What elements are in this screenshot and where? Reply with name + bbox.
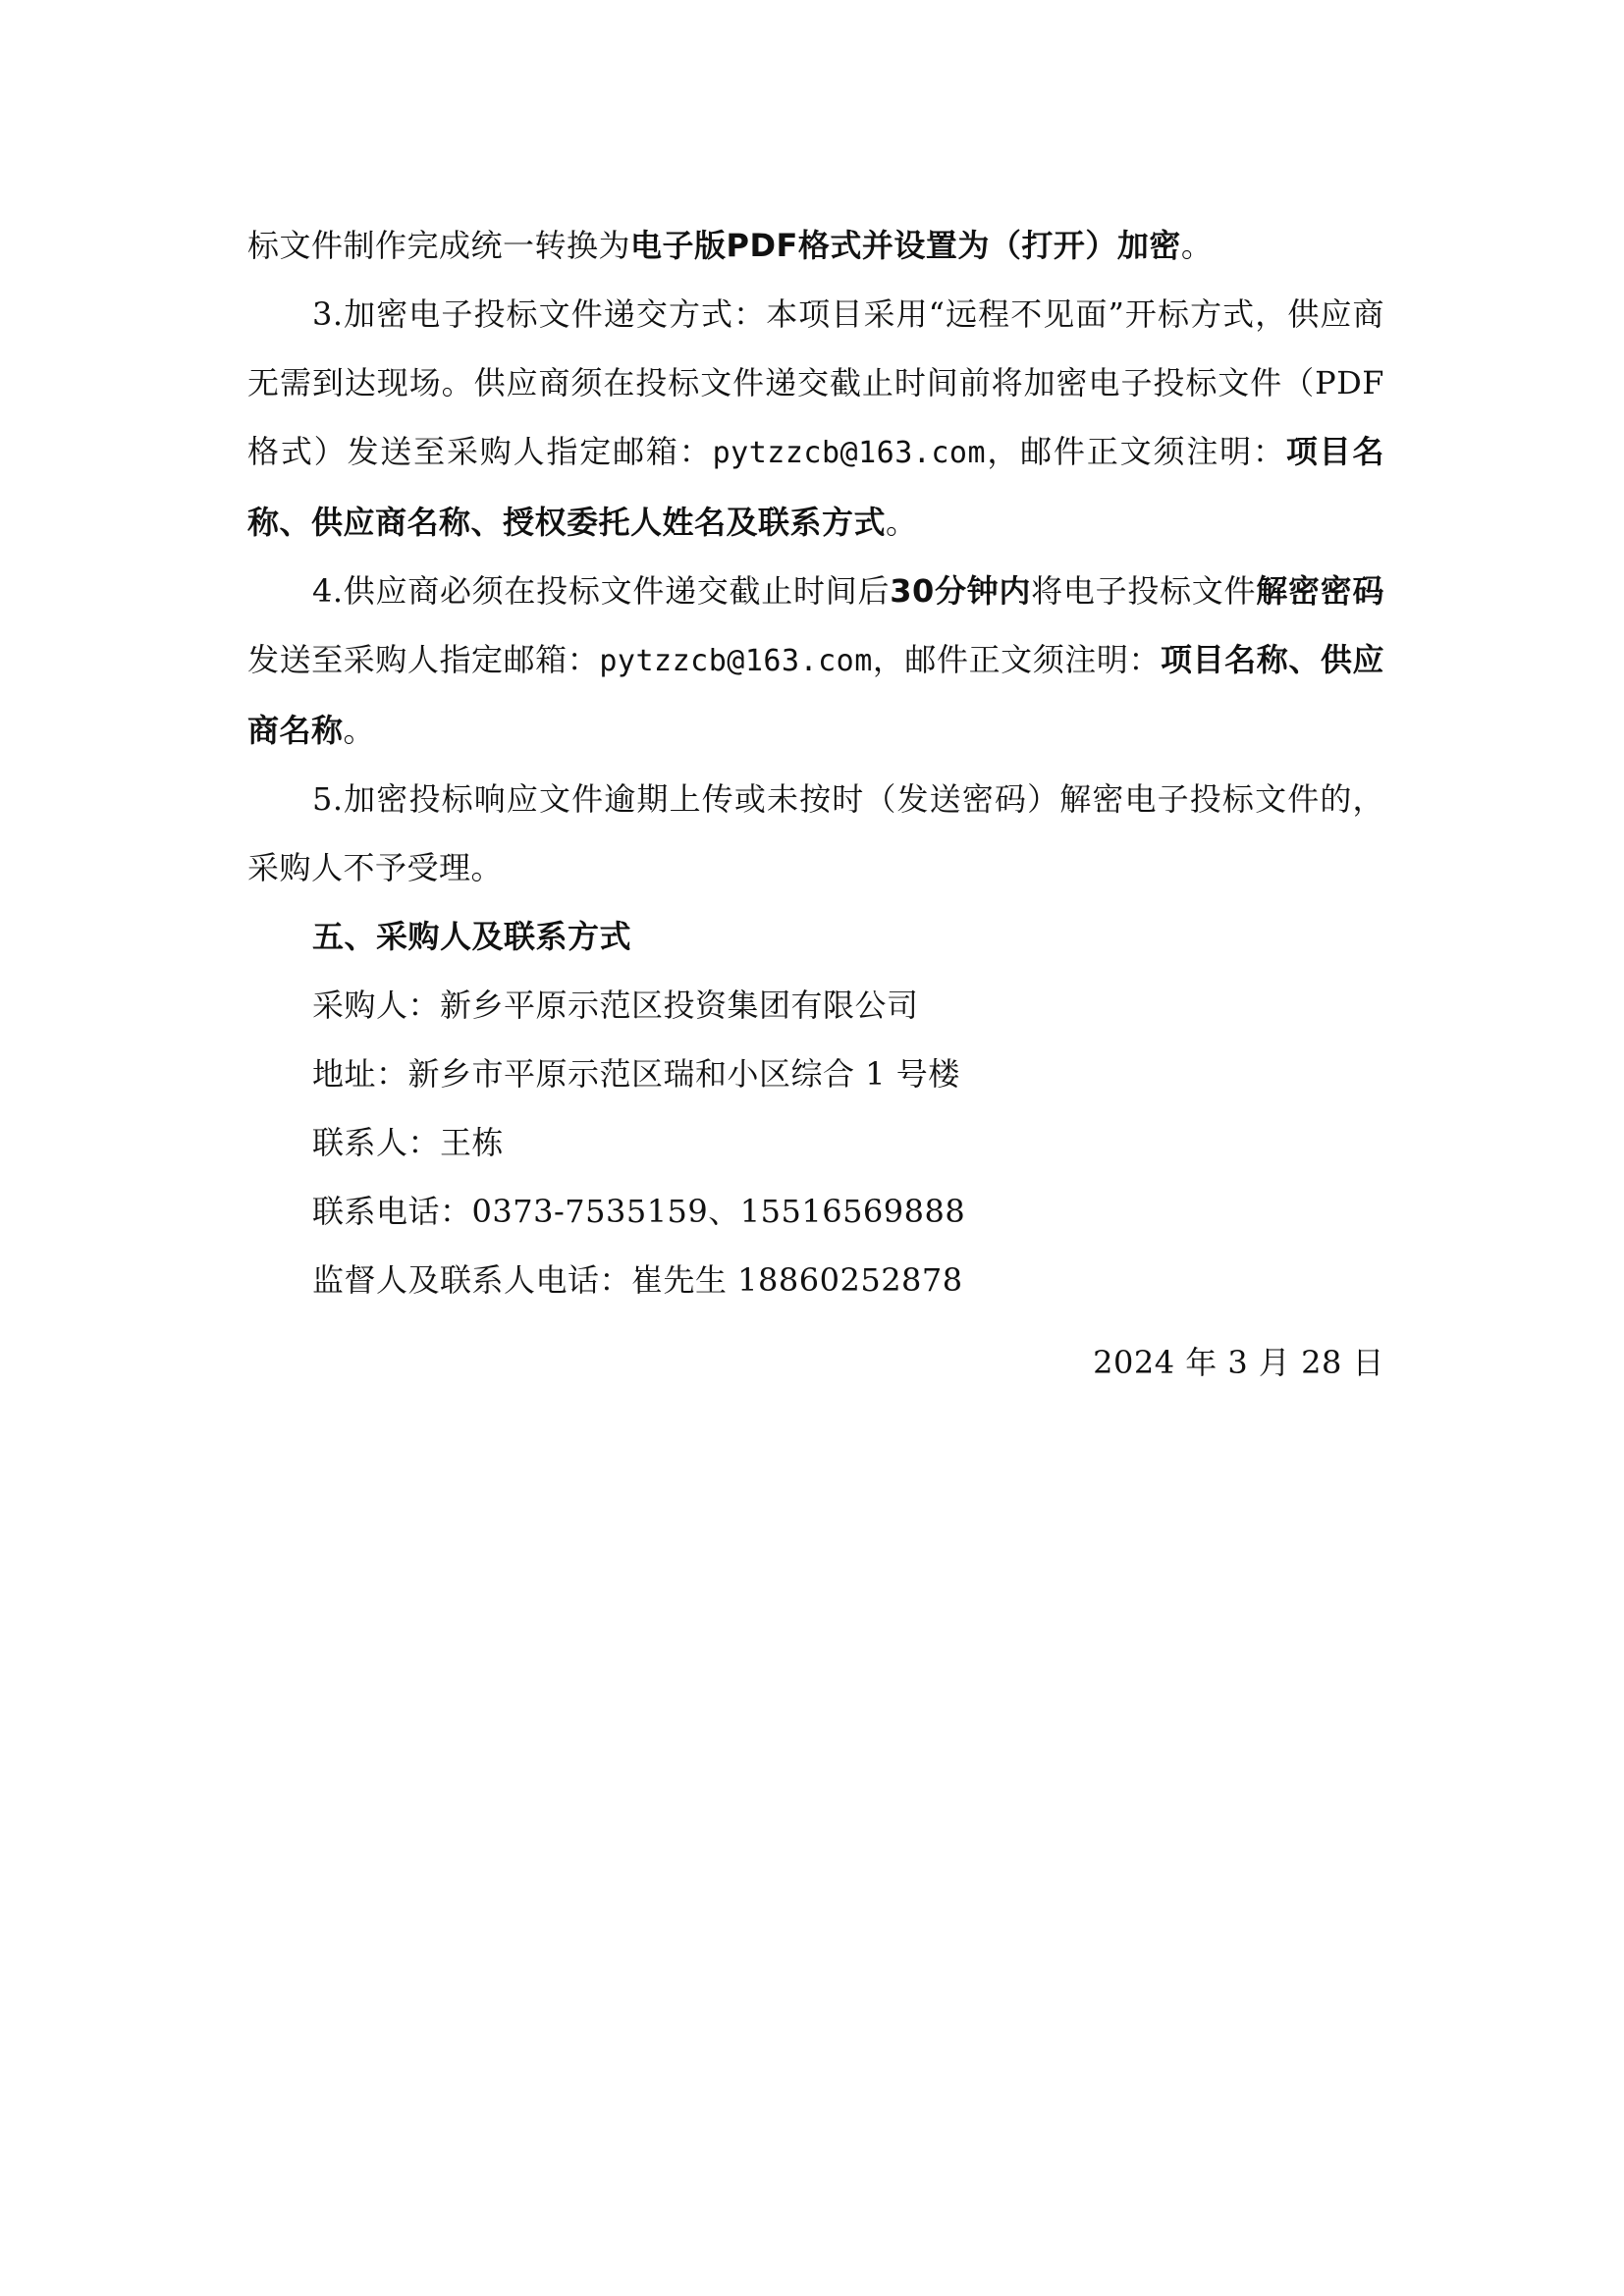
bold-text-run: 解密密码 xyxy=(1256,572,1384,610)
contact-person-line: 联系人：王栋 xyxy=(312,1124,505,1161)
text-run: 4.供应商必须在投标文件递交截止时间后 xyxy=(312,572,891,610)
text-run: 发送至采购人指定邮箱： xyxy=(247,641,600,678)
supervisor-phone-line: 监督人及联系人电话：崔先生 18860252878 xyxy=(312,1261,963,1299)
bold-text-run: 电子版PDF格式并设置为（打开）加密 xyxy=(630,227,1181,264)
document-date: 2024 年 3 月 28 日 xyxy=(1093,1344,1384,1381)
email-address: pytzzcb@163.com xyxy=(712,436,987,470)
address-line: 地址：新乡市平原示范区瑞和小区综合 1 号楼 xyxy=(312,1055,960,1093)
paragraph-item-3 xyxy=(247,280,1384,557)
section-heading: 五、采购人及联系方式 xyxy=(312,918,632,955)
text-run: 。 xyxy=(343,712,376,749)
document-body xyxy=(247,211,1384,1397)
bold-text-run: 30分钟内 xyxy=(890,572,1032,610)
bold-text-run: 项目名称、供应商名称、授权委托人姓名及联系方式 xyxy=(247,433,1384,541)
text-run: 标文件制作完成统一转换为 xyxy=(247,227,631,264)
text-run: 。 xyxy=(1180,227,1214,264)
paragraph-item-5: 5.加密投标响应文件逾期上传或未按时（发送密码）解密电子投标文件的，采购人不予受理。 xyxy=(247,780,1384,886)
bold-text-run: 项目名称、供应商名称 xyxy=(247,641,1384,749)
text-run: 将电子投标文件 xyxy=(1031,572,1257,610)
paragraph-item-4 xyxy=(247,557,1384,765)
email-address: pytzzcb@163.com xyxy=(599,644,873,678)
text-run: 3.加密电子投标文件递交方式：本项目采用“远程不见面”开标方式，供应商无需到达现场。供应商须在投标文件递交截止时间前将加密电子投标文件（PDF格式）发送至采购人指定邮箱： xyxy=(247,295,1384,470)
text-run: ，邮件正文须注明： xyxy=(872,641,1162,678)
text-run: ，邮件正文须注明： xyxy=(986,433,1286,470)
text-run: 。 xyxy=(886,504,918,541)
contact-phone-line: 联系电话：0373-7535159、15516569888 xyxy=(312,1193,966,1230)
paragraph-continuation xyxy=(247,211,1384,280)
purchaser-line: 采购人：新乡平原示范区投资集团有限公司 xyxy=(312,987,919,1024)
